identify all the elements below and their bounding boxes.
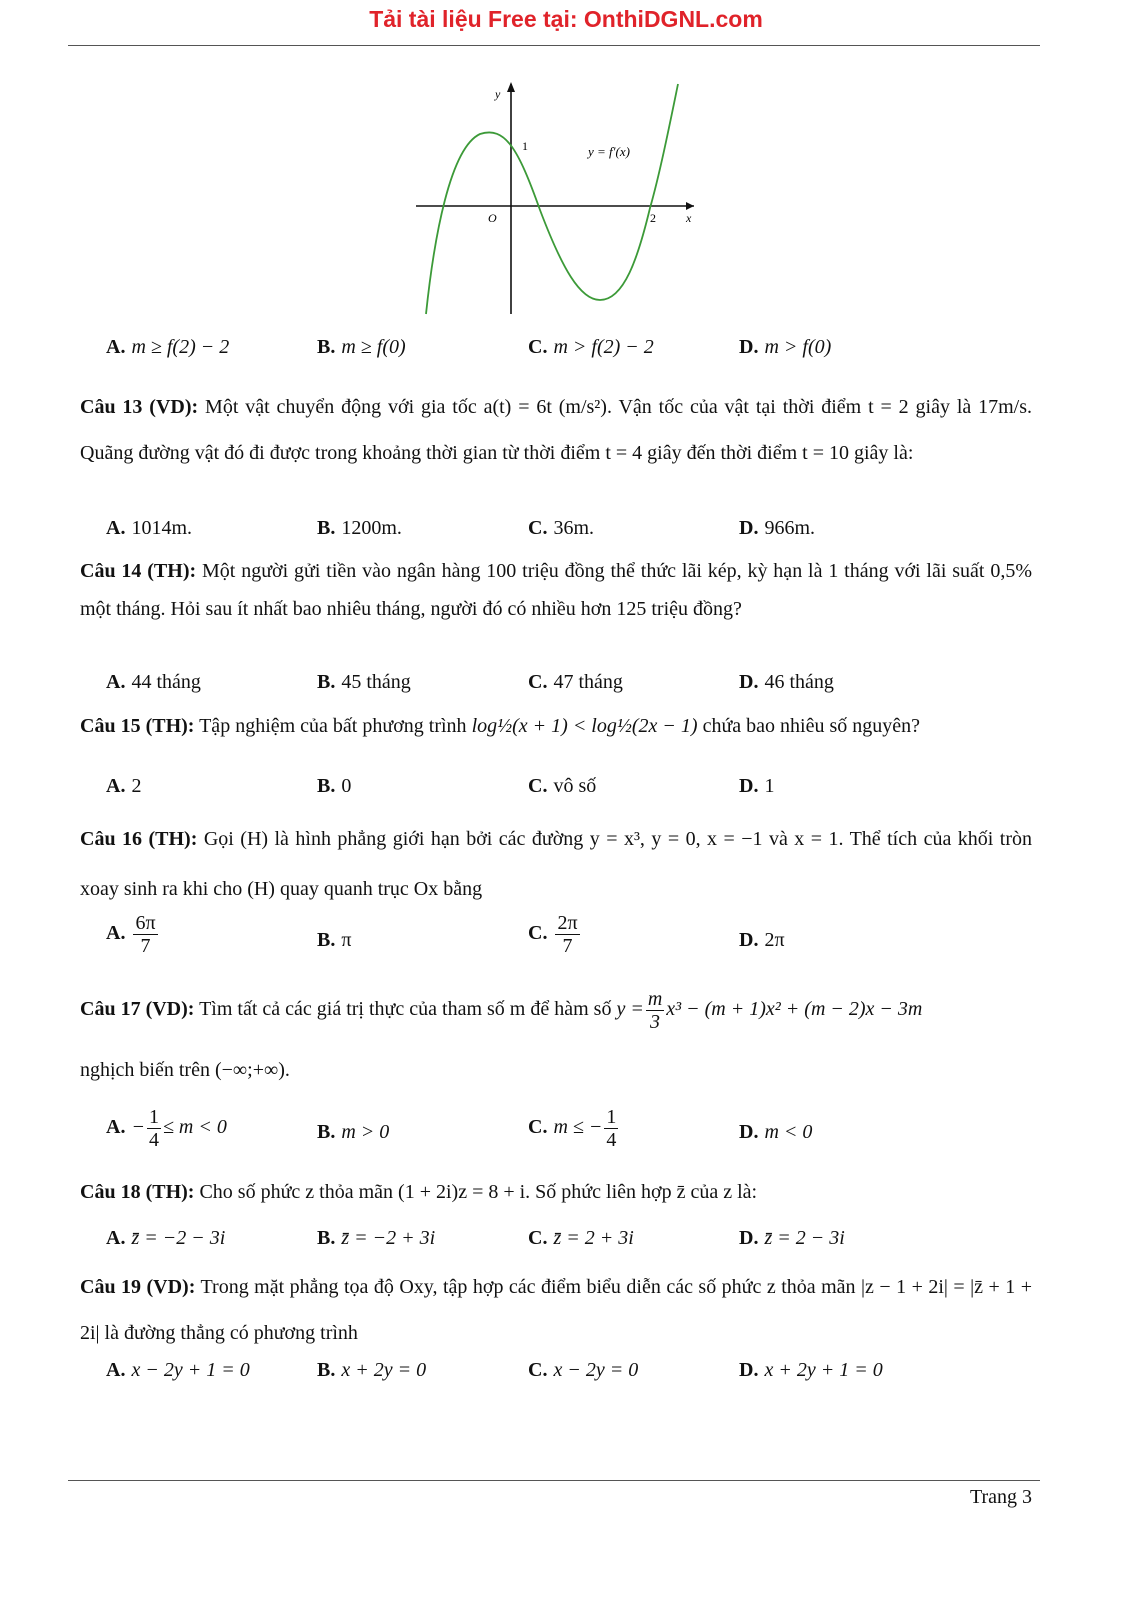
header-title: Tải tài liệu Free tại: OnthiDGNL.com <box>369 6 763 32</box>
q13-option-d[interactable]: D. 966m. <box>739 517 816 539</box>
q19-option-c[interactable]: C. x − 2y = 0 <box>528 1359 639 1381</box>
q15-expression: log½(x + 1) < log½(2x − 1) <box>471 715 698 737</box>
q16-option-a[interactable]: A. $\frac{6\pi}{7}$ <box>106 912 156 957</box>
q14-option-d[interactable]: D. 46 tháng <box>739 671 834 693</box>
q17-fraction: $\frac{m}{3}$ <box>647 987 663 1033</box>
q15-option-d[interactable]: D. 1 <box>739 775 775 797</box>
q19-option-d[interactable]: D. x + 2y + 1 = 0 <box>739 1359 883 1381</box>
q17-function: x³ − (m + 1)x² + (m − 2)x − 3m <box>666 998 923 1020</box>
q14-option-b[interactable]: B. 45 tháng <box>317 671 411 693</box>
q17-text-before: Tìm tất cả các giá trị thực của tham số m để hàm số <box>199 998 612 1020</box>
q12-option-d[interactable]: D. m > f(0) <box>739 336 832 358</box>
q15-text-before: Tập nghiệm của bất phương trình <box>199 715 467 737</box>
q14-question <box>80 552 1032 628</box>
q16-text: Gọi (H) là hình phẳng giới hạn bởi các đường y = x³, y = 0, x = −1 và x = 1. Thể tích của khối tròn xoay sinh ra khi cho (H) quay quanh trục Ox bằng <box>80 828 1033 900</box>
header-rule <box>68 45 1040 46</box>
q19-option-a[interactable]: A. x − 2y + 1 = 0 <box>106 1359 250 1381</box>
q16-option-b[interactable]: B. π <box>317 929 352 951</box>
origin-label: O <box>488 211 497 225</box>
y-axis-label: y <box>495 87 501 101</box>
q14-text: Một người gửi tiền vào ngân hàng 100 triệu đồng thể thức lãi kép, kỳ hạn là 1 tháng với lãi suất 0,5% một tháng. Hỏi sau ít nhất bao nhiêu tháng, người đó có nhiều hơn 125 triệu đồng? <box>80 560 1033 620</box>
q19-question <box>80 1264 1032 1356</box>
q17-option-c[interactable]: C. m ≤ − $\frac{1}{4}$ <box>528 1106 617 1151</box>
q17-option-d[interactable]: D. m < 0 <box>739 1121 813 1143</box>
q17-line2: nghịch biến trên (−∞;+∞). <box>80 1059 290 1081</box>
q16-option-d[interactable]: D. 2π <box>739 929 785 951</box>
q15-text-after: chứa bao nhiêu số nguyên? <box>702 715 921 737</box>
q13-label: Câu 13 (VD): <box>80 396 199 418</box>
q15-option-c[interactable]: C. vô số <box>528 775 597 797</box>
derivative-curve <box>426 84 678 314</box>
q18-option-a[interactable]: A. z̄ = −2 − 3i <box>106 1227 226 1249</box>
q16-option-c[interactable]: C. $\frac{2\pi}{7}$ <box>528 912 578 957</box>
page-number: Trang 3 <box>969 1486 1032 1508</box>
q13-option-b[interactable]: B. 1200m. <box>317 517 402 539</box>
q17-option-b[interactable]: B. m > 0 <box>317 1121 390 1143</box>
q14-option-a[interactable]: A. 44 tháng <box>106 671 201 693</box>
tick-1-label: 1 <box>522 139 528 153</box>
q15-option-a[interactable]: A. 2 <box>106 775 142 797</box>
q19-label: Câu 19 (VD): <box>80 1276 196 1298</box>
q12-option-b[interactable]: B. m ≥ f(0) <box>317 336 406 358</box>
q14-option-c[interactable]: C. 47 tháng <box>528 671 623 693</box>
q14-label: Câu 14 (TH): <box>80 560 197 582</box>
q15-question <box>80 712 1032 740</box>
q15-label: Câu 15 (TH): <box>80 715 195 737</box>
q18-label: Câu 18 (TH): <box>80 1181 195 1203</box>
q17-label: Câu 17 (VD): <box>80 998 195 1020</box>
q13-question <box>80 384 1032 476</box>
x-axis-label: x <box>686 211 692 225</box>
q16-question <box>80 814 1032 914</box>
q12-option-a[interactable]: A. m ≥ f(2) − 2 <box>106 336 230 358</box>
x-axis-arrow <box>686 202 694 210</box>
derivative-graph <box>410 78 700 318</box>
q12-option-c[interactable]: C. m > f(2) − 2 <box>528 336 654 358</box>
q19-option-b[interactable]: B. x + 2y = 0 <box>317 1359 427 1381</box>
y-axis-arrow <box>507 82 515 92</box>
q19-text: Trong mặt phẳng tọa độ Oxy, tập hợp các điểm biểu diễn các số phức z thỏa mãn |z − 1 + 2i| = |z̄ + 1 + 2i| là đường thẳng có phương trình <box>80 1276 1033 1344</box>
q13-text: Một vật chuyển động với gia tốc a(t) = 6t (m/s²). Vận tốc của vật tại thời điểm t = 2 giây là 17m/s. Quãng đường vật đó đi được trong khoảng thời gian từ thời điểm t = 4 giây đến thời điểm t = 10 giây là: <box>80 396 1033 464</box>
q17-option-a[interactable]: A. − $\frac{1}{4}$ ≤ m < 0 <box>106 1106 227 1151</box>
q18-option-d[interactable]: D. z̄ = 2 − 3i <box>739 1227 845 1249</box>
q18-text: Cho số phức z thỏa mãn (1 + 2i)z = 8 + i. Số phức liên hợp z̄ của z là: <box>199 1181 758 1203</box>
q18-question <box>80 1178 1032 1206</box>
q18-option-b[interactable]: B. z̄ = −2 + 3i <box>317 1227 436 1249</box>
q13-option-a[interactable]: A. 1014m. <box>106 517 193 539</box>
q13-option-c[interactable]: C. 36m. <box>528 517 595 539</box>
q16-label: Câu 16 (TH): <box>80 828 198 850</box>
curve-label: y = f′(x) <box>588 144 630 159</box>
q17-func-prefix: y = <box>616 998 644 1020</box>
footer-rule <box>68 1480 1040 1481</box>
tick-2-label: 2 <box>650 211 656 225</box>
q17-question <box>80 986 1032 1033</box>
q15-option-b[interactable]: B. 0 <box>317 775 352 797</box>
q18-option-c[interactable]: C. z̄ = 2 + 3i <box>528 1227 634 1249</box>
